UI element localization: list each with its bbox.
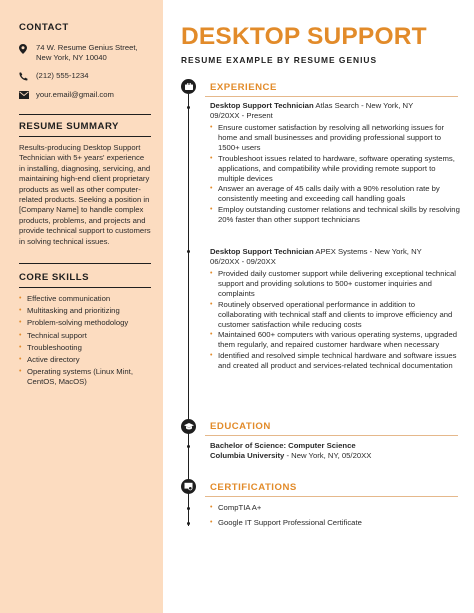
list-item-text: Routinely observed operational performance in addition to collaborating with technical staff and clients to improve efficiency and customer satisfaction while reducing costs <box>218 299 453 329</box>
certifications-list <box>210 503 460 528</box>
bullet-icon: • <box>19 307 22 315</box>
bullet-icon: • <box>210 270 213 277</box>
list-item <box>19 331 151 341</box>
envelope-icon <box>19 90 36 99</box>
list-item-text: Google IT Support Professional Certificate <box>218 517 362 527</box>
briefcase-icon <box>185 83 193 90</box>
divider <box>19 263 151 264</box>
list-item <box>210 518 460 528</box>
list-item <box>19 294 151 304</box>
list-item-text: Ensure customer satisfaction by resolving all networking issues for home and small businesses and providing professional support to 1500+ users <box>218 123 445 152</box>
bullet-icon: • <box>19 331 22 339</box>
education-node <box>181 419 196 434</box>
bullet-icon: • <box>210 205 213 213</box>
list-item <box>210 351 460 371</box>
timeline-dot <box>187 522 190 525</box>
bullet-icon: • <box>19 319 22 327</box>
divider <box>19 136 151 137</box>
list-item <box>19 306 151 316</box>
list-item-text: Active directory <box>27 355 80 364</box>
list-item <box>210 205 460 225</box>
address-line1: 74 W. Resume Genius Street, <box>36 43 138 52</box>
education-entry <box>210 441 460 461</box>
list-item <box>210 330 460 350</box>
list-item-text: Answer an average of 45 calls daily with a 90% resolution rate by consistently meeting and exceeding call handling goals <box>218 184 440 203</box>
list-item-text: Maintained 600+ computers with various operating systems, upgraded them regularly, and repaired customer hardware when necessary <box>218 330 458 349</box>
section-rule <box>205 435 458 436</box>
list-item-text: Operating systems (Linux Mint, CentOS, MacOS) <box>27 367 133 387</box>
bullet-icon: • <box>210 154 213 162</box>
education-heading: EDUCATION <box>210 421 271 432</box>
page-subtitle: RESUME EXAMPLE BY RESUME GENIUS <box>181 55 378 65</box>
summary-text: Results-producing Desktop Support Technician with 5+ years' experience in installing, diagnosing, servicing, and maintaining high-end client proprietary products as well as other computer-related products. Seeking a position in [Company Name] to handle complex products, problems, and projects and provide technical support to customers in solving technical issues. <box>19 143 151 246</box>
certifications-node <box>181 479 196 494</box>
job-company: APEX Systems - New York, NY <box>315 247 422 256</box>
timeline-dot <box>187 250 190 253</box>
list-item <box>19 343 151 353</box>
school-location-date: - New York, NY, 05/20XX <box>286 451 372 460</box>
address-line2: New York, NY 10040 <box>36 53 107 62</box>
bullet-icon: • <box>19 368 22 376</box>
contact-address <box>19 43 151 63</box>
bullet-icon: • <box>210 518 213 526</box>
experience-heading: EXPERIENCE <box>210 82 277 93</box>
bullet-icon: • <box>210 300 213 308</box>
certifications-heading: CERTIFICATIONS <box>210 482 297 493</box>
job-title: Desktop Support Technician <box>210 247 314 256</box>
page-title: DESKTOP SUPPORT <box>181 23 427 50</box>
job-title: Desktop Support Technician <box>210 101 314 110</box>
job-dates: 09/20XX - Present <box>210 111 273 120</box>
list-item-text: CompTIA A+ <box>218 502 262 512</box>
skills-heading: CORE SKILLS <box>19 272 89 284</box>
job-dates: 06/20XX - 09/20XX <box>210 257 276 266</box>
section-rule <box>205 496 458 497</box>
bullet-icon: • <box>19 343 22 351</box>
bullet-icon: • <box>19 295 22 303</box>
list-item <box>210 123 460 153</box>
certificate-icon <box>184 482 193 491</box>
bullet-icon: • <box>210 503 213 511</box>
timeline-dot <box>187 507 190 510</box>
contact-phone <box>19 71 151 81</box>
job-bullets <box>210 123 460 225</box>
degree: Bachelor of Science: Computer Science <box>210 441 356 450</box>
contact-email <box>19 90 151 100</box>
timeline-line <box>188 94 189 526</box>
list-item <box>210 154 460 184</box>
list-item-text: Troubleshoot issues related to hardware, software operating systems, applications, and compatibility while providing remote support to multiple devices <box>218 153 455 183</box>
list-item <box>19 355 151 365</box>
location-pin-icon <box>19 43 36 54</box>
list-item-text: Multitasking and prioritizing <box>27 306 120 316</box>
phone-icon <box>19 71 36 81</box>
list-item-text: Problem-solving methodology <box>27 318 129 328</box>
experience-node <box>181 79 196 94</box>
job-entry <box>210 101 460 225</box>
list-item-text: Identified and resolved simple technical hardware and software issues and created all product and services-related technical documentation <box>218 350 457 370</box>
list-item-text: Employ outstanding customer relations and technical skills by resolving 20% faster than other support technicians <box>218 204 460 224</box>
list-item-text: Technical support <box>27 330 87 340</box>
list-item <box>210 269 460 299</box>
timeline-dot <box>187 445 190 448</box>
timeline-dot <box>187 106 190 109</box>
summary-heading: RESUME SUMMARY <box>19 121 119 132</box>
bullet-icon: • <box>210 331 213 338</box>
graduation-cap-icon <box>184 423 194 430</box>
divider <box>19 114 151 115</box>
list-item <box>210 300 460 330</box>
list-item <box>210 184 460 204</box>
bullet-icon: • <box>19 356 22 363</box>
school: Columbia University <box>210 451 285 460</box>
job-bullets <box>210 269 460 371</box>
contact-heading: CONTACT <box>19 22 69 33</box>
email-address[interactable]: your.email@gmail.com <box>36 90 114 99</box>
phone-number: (212) 555-1234 <box>36 71 89 80</box>
list-item-text: Troubleshooting <box>27 342 82 352</box>
sidebar <box>0 0 163 613</box>
bullet-icon: • <box>210 124 213 131</box>
bullet-icon: • <box>210 351 213 359</box>
list-item-text: Provided daily customer support while delivering exceptional technical support and providing solutions to 500+ customer inquiries and complaints <box>218 269 457 298</box>
section-rule <box>205 96 458 97</box>
list-item <box>19 367 151 387</box>
list-item-text: Effective communication <box>27 294 111 304</box>
job-entry <box>210 247 460 371</box>
divider <box>19 287 151 288</box>
bullet-icon: • <box>210 185 213 192</box>
job-company: Atlas Search - New York, NY <box>315 101 414 110</box>
skills-list <box>19 294 151 387</box>
list-item <box>210 503 460 513</box>
certifications-entry <box>210 502 460 533</box>
list-item <box>19 318 151 328</box>
